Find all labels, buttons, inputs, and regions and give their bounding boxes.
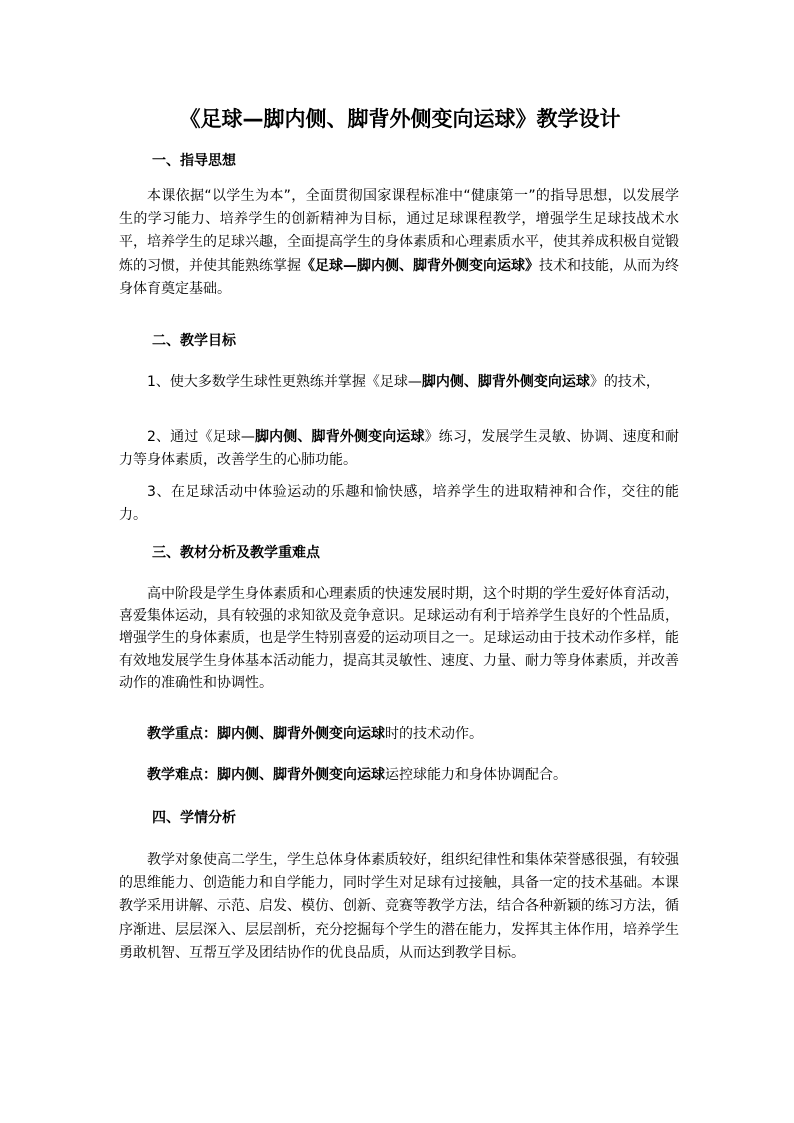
section-heading-student-analysis: 四、学情分析 bbox=[152, 810, 236, 826]
teaching-key-point bbox=[119, 723, 679, 746]
section-heading-teaching-goals: 二、教学目标 bbox=[152, 333, 236, 349]
goal-bold-text: 脚内侧、脚背外侧变向运球 bbox=[421, 374, 590, 390]
goal-text: 》练习，发展学生灵敏、协调、速度和耐力等身体素质，改善学生的心肺功能。 bbox=[119, 429, 680, 469]
paragraph-bold-text: 《足球—脚内侧、脚背外侧变向运球》 bbox=[301, 257, 539, 274]
student-analysis-paragraph: 教学对象使高二学生，学生总体身体素质较好，组织纪律性和集体荣誉感很强，有较强的思维能力、创造能力和自学能力，同时学生对足球有过接触，具备一定的技术基础。本课教学采用讲解、示范、启发、模仿、创新、竞赛等教学方法，结合各种新颖的练习方法，循序渐进、层层深入、层层剖析，充分挖掘每个学生的潜在能力，发挥其主体作用，培养学生勇敢机智、互帮互学及团结协作的优良品质，从而达到教学目标。 bbox=[119, 852, 679, 961]
difficulty-label: 教学难点： bbox=[147, 767, 217, 783]
difficulty-bold: 脚内侧、脚背外侧变向运球 bbox=[217, 767, 385, 783]
teaching-difficulty bbox=[119, 764, 679, 787]
goal-text: 》的技术， bbox=[589, 374, 660, 390]
material-analysis-paragraph: 高中阶段是学生身体素质和心理素质的快速发展时期，这个时期的学生爱好体育活动，喜爱集体运动，具有较强的求知欲及竞争意识。足球运动有利于培养学生良好的个性品质，增强学生的身体素质，也是学生特别喜爱的运动项目之一。足球运动由于技术动作多样，能有效地发展学生身体基本活动能力，提高其灵敏性、速度、力量、耐力等身体素质，并改善动作的准确性和协调性。 bbox=[119, 586, 679, 691]
goal-text: 1、使大多数学生球性更熟练并掌握《足球— bbox=[147, 374, 422, 390]
page-title: 《足球—脚内侧、脚背外侧变向运球》教学设计 bbox=[179, 107, 621, 131]
key-point-text: 时的技术动作。 bbox=[385, 726, 483, 742]
difficulty-text: 运控球能力和身体协调配合。 bbox=[385, 767, 567, 783]
guiding-ideology-paragraph bbox=[119, 185, 679, 301]
teaching-goal-3: 3、在足球活动中体验运动的乐趣和愉快感，培养学生的进取精神和合作，交往的能力。 bbox=[119, 484, 679, 524]
paragraph-text: 技术和技能，从而为终身体育奠定基础。 bbox=[119, 257, 679, 297]
key-point-bold: 脚内侧、脚背外侧变向运球 bbox=[217, 726, 385, 742]
section-heading-material-analysis: 三、教材分析及教学重难点 bbox=[152, 545, 320, 561]
key-point-label: 教学重点： bbox=[147, 726, 217, 742]
paragraph-text: 本课依据“以学生为本”，全面贯彻国家课程标准中“健康第一”的指导思想，以发展学生的学习能力、培养学生的创新精神为目标，通过足球课程教学，增强学生足球技战术水平，培养学生的足球兴趣，全面提高学生的身体素质和心理素质水平，使其养成积极自觉锻炼的习惯，并使其能熟练掌握 bbox=[119, 188, 679, 274]
section-heading-guiding-ideology: 一、指导思想 bbox=[152, 153, 236, 169]
goal-bold-text: 脚内侧、脚背外侧变向运球 bbox=[254, 429, 425, 445]
goal-text: 2、通过《足球— bbox=[147, 429, 255, 445]
teaching-goal-2 bbox=[119, 426, 679, 472]
teaching-goal-1 bbox=[119, 371, 679, 394]
